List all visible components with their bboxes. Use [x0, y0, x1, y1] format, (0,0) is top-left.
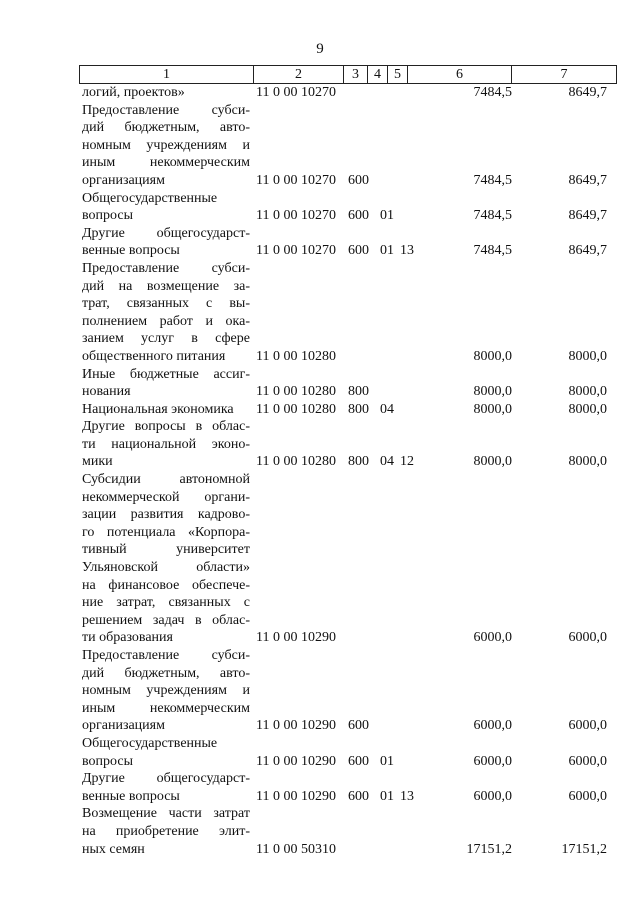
description-line: организациям [82, 172, 165, 188]
expense-type-code: 600 [348, 718, 369, 734]
target-article-code: 11 0 00 10290 [256, 718, 336, 734]
expense-type-code: 600 [348, 243, 369, 259]
description-line: нования [82, 384, 131, 400]
section-code: 04 [380, 401, 394, 417]
description-line: полнением работ и ока- [82, 313, 250, 329]
target-article-code: 11 0 00 50310 [256, 841, 336, 857]
amount-col7: 8000,0 [568, 454, 607, 470]
description-line: дий на возмещение за- [82, 278, 250, 294]
amount-col6: 6000,0 [473, 753, 512, 769]
target-article-code: 11 0 00 10280 [256, 384, 336, 400]
amount-col6: 17151,2 [466, 841, 512, 857]
expense-type-code: 800 [348, 454, 369, 470]
amount-col6: 8000,0 [473, 348, 512, 364]
subsection-code: 13 [400, 788, 414, 804]
amount-col7: 17151,2 [561, 841, 607, 857]
table-row [0, 471, 640, 647]
description-line: тивный университет [82, 542, 250, 558]
amount-col7: 6000,0 [568, 718, 607, 734]
table-row [0, 735, 640, 770]
subsection-code: 13 [400, 243, 414, 259]
description-line: Национальная экономика [82, 401, 234, 417]
subsection-code: 12 [400, 454, 414, 470]
amount-col6: 8000,0 [473, 384, 512, 400]
description-line: на финансовое обеспече- [82, 577, 250, 593]
target-article-code: 11 0 00 10270 [256, 208, 336, 224]
column-header-7: 7 [512, 66, 617, 84]
expense-type-code: 600 [348, 208, 369, 224]
table-row [0, 190, 640, 225]
target-article-code: 11 0 00 10280 [256, 348, 336, 364]
amount-col6: 7484,5 [473, 172, 512, 188]
target-article-code: 11 0 00 10290 [256, 788, 336, 804]
description-line: венные вопросы [82, 243, 180, 259]
description-line: Другие общегосударст- [82, 225, 250, 241]
description-line: зации развития кадрово- [82, 507, 250, 523]
section-code: 04 [380, 454, 394, 470]
row-description [82, 418, 250, 471]
amount-col7: 8000,0 [568, 348, 607, 364]
target-article-code: 11 0 00 10290 [256, 630, 336, 646]
amount-col6: 6000,0 [473, 788, 512, 804]
description-line: Предоставление субси- [82, 102, 250, 118]
target-article-code: 11 0 00 10270 [256, 85, 336, 100]
amount-col7: 6000,0 [568, 630, 607, 646]
table-row [0, 102, 640, 190]
row-description [82, 190, 250, 225]
amount-col6: 8000,0 [473, 401, 512, 417]
amount-col6: 8000,0 [473, 454, 512, 470]
description-line: мики [82, 454, 113, 470]
description-line: Общегосударственные [82, 190, 218, 206]
expense-type-code: 600 [348, 788, 369, 804]
description-line: вопросы [82, 208, 133, 224]
description-line: логий, проектов» [82, 85, 185, 100]
expense-type-code: 600 [348, 753, 369, 769]
description-line: дий бюджетным, авто- [82, 665, 250, 681]
section-code: 01 [380, 788, 394, 804]
column-header-3: 3 [344, 66, 368, 84]
description-line: Иные бюджетные ассиг- [82, 366, 250, 382]
description-line: го потенциала «Корпора- [82, 524, 250, 540]
amount-col6: 7484,5 [473, 243, 512, 259]
table-row [0, 770, 640, 805]
column-header-2: 2 [254, 66, 344, 84]
expense-type-code: 600 [348, 172, 369, 188]
table-row [0, 84, 640, 102]
description-line: Предоставление субси- [82, 648, 250, 663]
description-line: Другие вопросы в облас- [82, 419, 250, 435]
row-description [82, 84, 250, 102]
row-description [82, 401, 250, 419]
amount-col6: 6000,0 [473, 718, 512, 734]
column-header-4: 4 [368, 66, 388, 84]
description-line: венные вопросы [82, 788, 180, 804]
description-line: иным некоммерческим [82, 700, 250, 716]
row-description [82, 225, 250, 260]
amount-col7: 6000,0 [568, 788, 607, 804]
section-code: 01 [380, 208, 394, 224]
description-line: Другие общегосударст- [82, 771, 250, 787]
amount-col7: 8649,7 [568, 208, 607, 224]
column-header-row [79, 65, 617, 84]
table-row [0, 418, 640, 471]
target-article-code: 11 0 00 10280 [256, 454, 336, 470]
table-row [0, 260, 640, 366]
row-description [82, 366, 250, 401]
description-line: решением задач в облас- [82, 612, 250, 628]
description-line: Возмещение части затрат [82, 806, 250, 822]
description-line: Субсидии автономной [82, 472, 250, 488]
row-description [82, 805, 250, 858]
amount-col6: 7484,5 [473, 208, 512, 224]
amount-col6: 6000,0 [473, 630, 512, 646]
row-description [82, 735, 250, 770]
description-line: общественного питания [82, 348, 226, 364]
row-description [82, 647, 250, 735]
description-line: иным некоммерческим [82, 155, 250, 171]
table-row [0, 401, 640, 419]
target-article-code: 11 0 00 10280 [256, 401, 336, 417]
table-row [0, 805, 640, 858]
amount-col7: 8649,7 [568, 85, 607, 100]
description-line: номным учреждениям и [82, 683, 250, 699]
description-line: ние затрат, связанных с [82, 595, 250, 611]
row-description [82, 102, 250, 190]
expense-type-code: 800 [348, 401, 369, 417]
amount-col7: 6000,0 [568, 753, 607, 769]
target-article-code: 11 0 00 10270 [256, 172, 336, 188]
section-code: 01 [380, 753, 394, 769]
description-line: трат, связанных с вы- [82, 296, 250, 312]
amount-col7: 8000,0 [568, 384, 607, 400]
table-row [0, 366, 640, 401]
description-line: дий бюджетным, авто- [82, 120, 250, 136]
row-description [82, 260, 250, 366]
amount-col6: 7484,5 [473, 85, 512, 100]
description-line: Ульяновской области» [82, 560, 250, 576]
amount-col7: 8000,0 [568, 401, 607, 417]
amount-col7: 8649,7 [568, 243, 607, 259]
description-line: организациям [82, 718, 165, 734]
description-line: на приобретение элит- [82, 823, 250, 839]
table-row [0, 647, 640, 735]
description-line: номным учреждениям и [82, 137, 250, 153]
target-article-code: 11 0 00 10270 [256, 243, 336, 259]
page-number: 9 [316, 41, 324, 57]
description-line: занием услуг в сфере [82, 331, 250, 347]
column-header-6: 6 [408, 66, 512, 84]
budget-table-body [0, 84, 640, 858]
description-line: ных семян [82, 841, 145, 857]
row-description [82, 471, 250, 647]
column-header-5: 5 [388, 66, 408, 84]
description-line: некоммерческой органи- [82, 489, 250, 505]
section-code: 01 [380, 243, 394, 259]
column-header-1: 1 [80, 66, 254, 84]
description-line: Общегосударственные [82, 735, 218, 751]
description-line: вопросы [82, 753, 133, 769]
expense-type-code: 800 [348, 384, 369, 400]
description-line: Предоставление субси- [82, 260, 250, 276]
target-article-code: 11 0 00 10290 [256, 753, 336, 769]
amount-col7: 8649,7 [568, 172, 607, 188]
description-line: ти образования [82, 630, 173, 646]
description-line: ти национальной эконо- [82, 436, 250, 452]
table-row [0, 225, 640, 260]
row-description [82, 770, 250, 805]
